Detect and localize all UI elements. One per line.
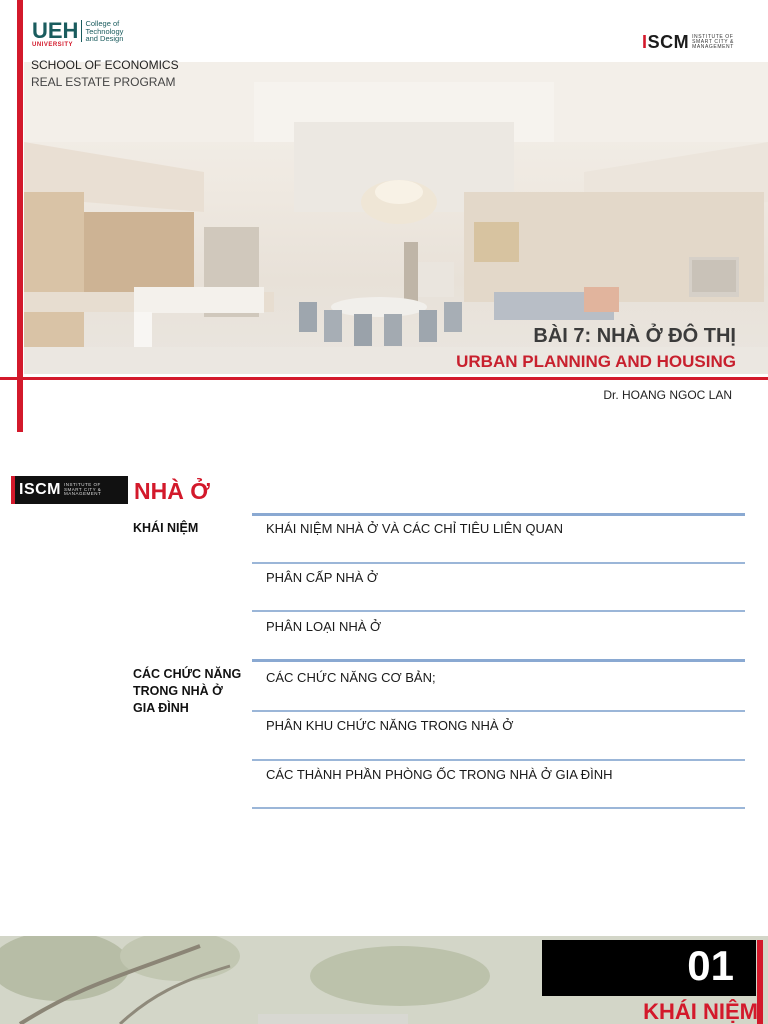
iscm-logo-i: I [642, 32, 648, 52]
agenda-item: PHÂN KHU CHỨC NĂNG TRONG NHÀ Ở [266, 718, 514, 733]
ueh-logo-college: College of Technology and Design [85, 19, 124, 43]
author-name: Dr. HOANG NGOC LAN [603, 388, 732, 402]
agenda-item: CÁC THÀNH PHẦN PHÒNG ỐC TRONG NHÀ Ở GIA ĐÌNH [266, 767, 613, 782]
iscm-badge-accent [11, 476, 15, 504]
lesson-title: BÀI 7: NHÀ Ở ĐÔ THỊ [533, 325, 736, 347]
divider-rule [252, 759, 745, 761]
divider-rule [252, 562, 745, 564]
title-slide [0, 0, 768, 432]
agenda-slide [0, 432, 768, 936]
accent-line-horizontal [0, 377, 768, 380]
ueh-logo-word: UEH [32, 18, 79, 43]
iscm-badge-word [19, 481, 61, 499]
section-title: NHÀ Ở [134, 478, 210, 504]
iscm-logo-sub: INSTITUTE OF SMART CITY & MANAGEMENT [692, 34, 734, 50]
divider-rule [252, 659, 745, 662]
divider-rule [252, 710, 745, 712]
divider-rule [252, 807, 745, 809]
iscm-logo [642, 32, 734, 53]
agenda-item: PHÂN LOẠI NHÀ Ở [266, 619, 382, 634]
iscm-badge-sub: INSTITUTE OF SMART CITY & MANAGEMENT [64, 482, 102, 497]
school-name: SCHOOL OF ECONOMICS [31, 58, 179, 72]
section-number: 01 [687, 942, 734, 989]
divider-rule [252, 610, 745, 612]
ueh-logo-divider [81, 20, 82, 42]
program-name: REAL ESTATE PROGRAM [31, 75, 176, 89]
lesson-subtitle: URBAN PLANNING AND HOUSING [456, 352, 736, 371]
section-slide [0, 936, 768, 1024]
iscm-logo-word [642, 32, 689, 53]
iscm-badge [11, 476, 128, 504]
agenda-item: KHÁI NIỆM NHÀ Ở VÀ CÁC CHỈ TIÊU LIÊN QUAN [266, 521, 563, 536]
agenda-item: CÁC CHỨC NĂNG CƠ BẢN; [266, 670, 436, 685]
category-label: CÁC CHỨC NĂNG TRONG NHÀ Ở GIA ĐÌNH [133, 667, 242, 715]
divider-rule [252, 513, 745, 516]
section-label: KHÁI NIỆM [643, 999, 758, 1024]
ueh-logo [32, 20, 123, 50]
iscm-logo-rest: SCM [647, 32, 690, 52]
ueh-logo-sub: UNIVERSITY [32, 42, 74, 48]
accent-bar-vertical [17, 0, 23, 432]
agenda-item: PHÂN CẤP NHÀ Ở [266, 570, 379, 585]
iscm-badge-rest: SCM [23, 481, 62, 498]
category-label: KHÁI NIỆM [133, 521, 199, 535]
iscm-badge-i: I [19, 481, 24, 498]
